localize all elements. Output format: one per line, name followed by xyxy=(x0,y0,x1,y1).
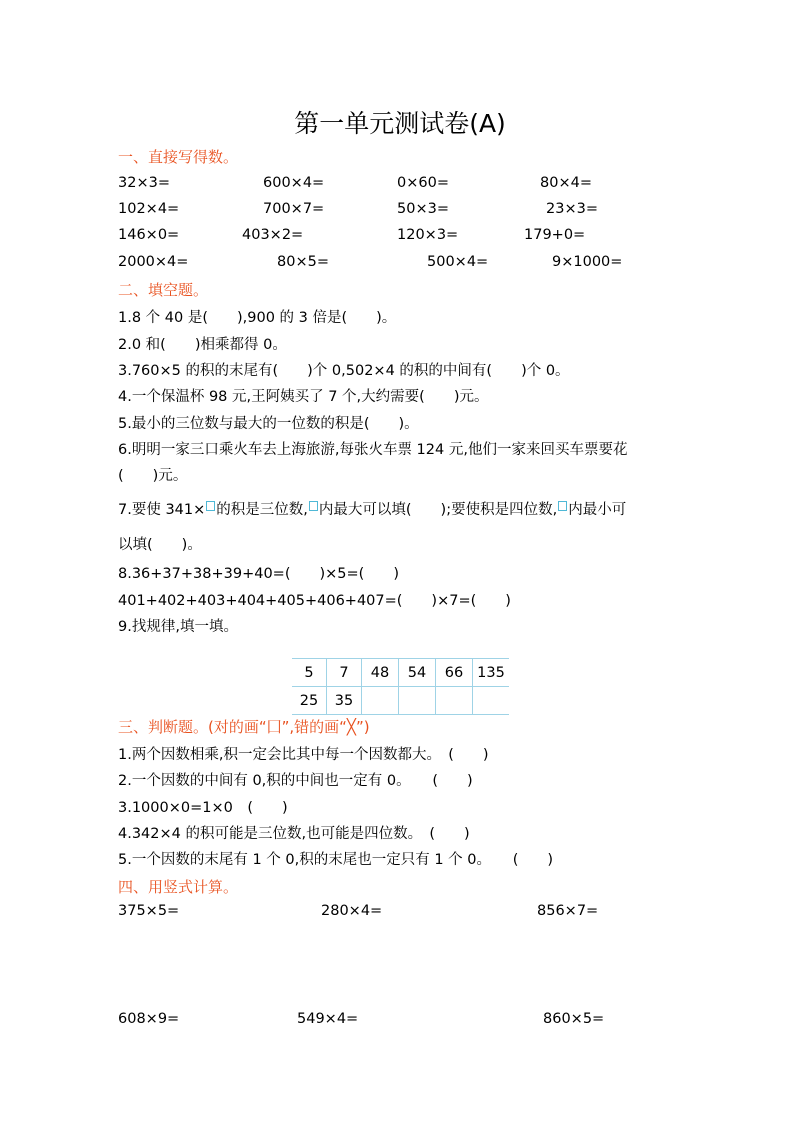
page-title: 第一单元测试卷(A) xyxy=(294,109,506,138)
vertical-calc-item: 608×9= xyxy=(118,1011,180,1027)
question-8-line-2: 401+402+403+404+405+406+407=( )×7=( ) xyxy=(118,593,511,609)
section-1-heading: 一、直接写得数。 xyxy=(118,148,239,166)
calc-item: 0×60= xyxy=(397,175,449,191)
pattern-cell-blank[interactable] xyxy=(436,687,473,715)
judge-item: 5.一个因数的末尾有 1 个 0,积的末尾也一定只有 1 个 0。 ( ) xyxy=(118,852,554,868)
calc-item: 80×5= xyxy=(277,254,329,270)
pattern-cell: 54 xyxy=(399,659,436,687)
pattern-cell-blank[interactable] xyxy=(362,687,399,715)
question-7-text: 7.要使 341× xyxy=(118,502,206,518)
calc-item: 403×2= xyxy=(242,227,304,243)
calc-item: 500×4= xyxy=(427,254,489,270)
calc-item: 146×0= xyxy=(118,227,180,243)
vertical-calc-item: 549×4= xyxy=(297,1011,359,1027)
question-7-text: 内最小可 xyxy=(568,502,627,518)
pattern-cell-blank[interactable] xyxy=(399,687,436,715)
question-6-line-1: 6.明明一家三口乘火车去上海旅游,每张火车票 124 元,他们一家来回买车票要花 xyxy=(118,442,628,458)
question-7-line-1 xyxy=(118,498,626,519)
calc-item: 102×4= xyxy=(118,201,180,217)
question-7-text: 内最大可以填( );要使积是四位数, xyxy=(318,502,558,518)
section-2-heading: 二、填空题。 xyxy=(118,281,209,299)
question-2: 2.0 和( )相乘都得 0。 xyxy=(118,337,287,353)
calc-item: 9×1000= xyxy=(552,254,623,270)
question-4: 4.一个保温杯 98 元,王阿姨买了 7 个,大约需要( )元。 xyxy=(118,389,489,405)
calc-item: 700×7= xyxy=(263,201,325,217)
pattern-cell: 35 xyxy=(327,687,362,715)
pattern-cell-blank[interactable] xyxy=(473,687,510,715)
pattern-table xyxy=(292,658,509,715)
judge-item: 4.342×4 的积可能是三位数,也可能是四位数。 ( ) xyxy=(118,826,470,842)
blank-box-icon xyxy=(206,501,215,511)
question-8-line-1: 8.36+37+38+39+40=( )×5=( ) xyxy=(118,566,399,582)
calc-item: 32×3= xyxy=(118,175,170,191)
blank-box-icon xyxy=(558,501,567,511)
pattern-cell: 7 xyxy=(327,659,362,687)
pattern-cell: 135 xyxy=(473,659,510,687)
vertical-calc-item: 856×7= xyxy=(537,903,599,919)
vertical-calc-item: 375×5= xyxy=(118,903,180,919)
question-6-line-2: ( )元。 xyxy=(118,468,188,484)
calc-item: 2000×4= xyxy=(118,254,189,270)
question-5: 5.最小的三位数与最大的一位数的积是( )。 xyxy=(118,416,419,432)
question-9: 9.找规律,填一填。 xyxy=(118,619,238,635)
vertical-calc-item: 860×5= xyxy=(543,1011,605,1027)
pattern-cell: 25 xyxy=(292,687,327,715)
calc-item: 80×4= xyxy=(540,175,592,191)
pattern-cell: 48 xyxy=(362,659,399,687)
judge-item: 3.1000×0=1×0 ( ) xyxy=(118,800,288,816)
judge-item: 2.一个因数的中间有 0,积的中间也一定有 0。 ( ) xyxy=(118,773,473,789)
question-7-text: 的积是三位数, xyxy=(216,502,308,518)
pattern-cell: 66 xyxy=(436,659,473,687)
question-3: 3.760×5 的积的末尾有( )个 0,502×4 的积的中间有( )个 0。 xyxy=(118,363,570,379)
question-7-line-2: 以填( )。 xyxy=(118,537,202,553)
calc-item: 600×4= xyxy=(263,175,325,191)
section-4-heading: 四、用竖式计算。 xyxy=(118,878,239,896)
judge-item: 1.两个因数相乘,积一定会比其中每一个因数都大。 ( ) xyxy=(118,747,489,763)
vertical-calc-item: 280×4= xyxy=(321,903,383,919)
section-3-heading: 三、判断题。(对的画“囗”,错的画“╳”) xyxy=(118,718,370,736)
pattern-cell: 5 xyxy=(292,659,327,687)
blank-box-icon xyxy=(309,501,318,511)
calc-item: 120×3= xyxy=(397,227,459,243)
calc-item: 23×3= xyxy=(546,201,598,217)
calc-item: 50×3= xyxy=(397,201,449,217)
question-1: 1.8 个 40 是( ),900 的 3 倍是( )。 xyxy=(118,310,397,326)
calc-item: 179+0= xyxy=(524,227,586,243)
